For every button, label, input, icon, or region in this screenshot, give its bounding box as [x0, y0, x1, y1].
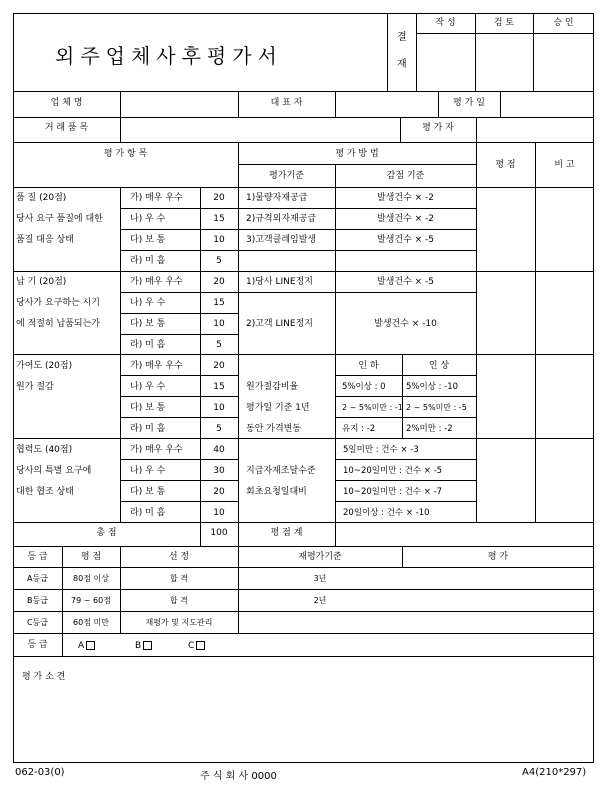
grade-b: B등급	[27, 596, 48, 605]
grade-col-eval: 평 가	[487, 552, 509, 562]
sec3-crit-1: 원가절감비율	[246, 382, 299, 392]
grade-col-selection: 선 정	[168, 552, 190, 562]
sec1-ded-1: 발생건수 × -2	[376, 193, 434, 203]
grade-a-score: 80점 이상	[73, 574, 109, 583]
paper-size: A4(210*297)	[522, 767, 587, 778]
sec2-pt-c: 10	[213, 319, 225, 329]
sec3-grade-c: 다) 보 통	[130, 403, 166, 413]
sec3-pt-d: 5	[216, 424, 222, 434]
sec4-pt-a: 40	[213, 445, 225, 455]
sec1-grade-c: 다) 보 통	[130, 235, 166, 245]
sec4-grade-d: 라) 미 흡	[130, 508, 166, 518]
checkbox-icon[interactable]	[143, 641, 152, 650]
grade-b-score: 79 ~ 60점	[71, 596, 111, 605]
approval-label-1: 결	[397, 32, 407, 43]
sec1-crit-3: 3)고객클레임발생	[246, 235, 317, 245]
sec2-desc-2: 당사가 요구하는 시기	[16, 298, 100, 308]
approval-col-review: 검 토	[493, 18, 515, 28]
approval-col-approve: 승 인	[553, 18, 574, 28]
approval-label-2: 재	[397, 59, 407, 70]
sec3-crit-3: 동안 가격변동	[246, 424, 302, 434]
sec2-grade-b: 나) 우 수	[130, 298, 166, 308]
sec1-grade-b: 나) 우 수	[130, 214, 166, 224]
sec4-row1: 5일미만 : 건수 × -3	[343, 445, 419, 455]
sec3-desc-1: 가여도 (20점)	[16, 361, 73, 371]
sec1-pt-c: 10	[213, 235, 225, 245]
sec1-ded-3: 발생건수 × -5	[376, 235, 434, 245]
sec1-grade-d: 라) 미 흡	[130, 256, 166, 266]
sec2-grade-c: 다) 보 통	[130, 319, 166, 329]
sec4-pt-d: 10	[213, 508, 225, 518]
grade-b-reeval: 2년	[313, 596, 327, 605]
sec2-ded-2: 발생건수 × -10	[374, 319, 437, 329]
sec4-pt-b: 30	[213, 466, 225, 476]
sec4-pt-c: 20	[213, 487, 225, 497]
sec4-desc-3: 대한 협조 상태	[16, 487, 74, 497]
score-header: 평 점	[495, 160, 516, 170]
sec1-desc-2: 당사 요구 품질에 대한	[16, 214, 103, 224]
grade-option-b[interactable]: B	[135, 641, 152, 651]
grade-c-sel: 재평가 및 지도관리	[145, 618, 213, 627]
sec3-grade-a: 가) 매우 우수	[130, 361, 183, 371]
sec3-grade-d: 라) 미 흡	[130, 424, 166, 434]
sec1-crit-2: 2)규격외자재공급	[246, 214, 317, 224]
grade-a-reeval: 3년	[313, 574, 327, 583]
total-label: 총 점	[96, 528, 117, 538]
sec2-desc-3: 에 적절히 납품되는가	[16, 319, 100, 329]
eval-method-header: 평 가 방 법	[335, 149, 379, 159]
sec3-row3-dec: 유지 : -2	[342, 424, 376, 434]
sec2-ded-1: 발생건수 × -5	[376, 277, 434, 287]
sec4-row3: 10~20일미만 : 건수 × -7	[343, 487, 443, 497]
sec4-row2: 10~20일미만 : 건수 × -5	[343, 466, 443, 476]
sec4-grade-a: 가) 매우 우수	[130, 445, 183, 455]
sec4-grade-c: 다) 보 통	[130, 487, 166, 497]
grade-select-label: 등 급	[27, 640, 48, 650]
eval-date-label: 평 가 일	[453, 98, 485, 108]
grade-col-grade: 등 급	[27, 552, 48, 562]
sec1-pt-d: 5	[216, 256, 222, 266]
sec3-pt-b: 15	[213, 382, 225, 392]
approval-border	[387, 13, 388, 91]
sec2-grade-a: 가) 매우 우수	[130, 277, 183, 287]
sec2-crit-2: 2)고객 LINE정지	[246, 319, 313, 329]
ceo-label: 대 표 자	[270, 98, 303, 108]
evaluator-label: 평 가 자	[422, 123, 454, 133]
sec1-desc-3: 품질 대응 상태	[16, 235, 74, 245]
remark-header: 비 고	[554, 160, 575, 170]
sec1-grade-a: 가) 매우 우수	[130, 193, 183, 203]
sec1-desc-1: 품 질 (20점)	[16, 193, 67, 203]
sec3-row2-dec: 2 ~ 5%미만 : -1	[342, 403, 403, 412]
sec4-row4: 20일이상 : 건수 × -10	[343, 508, 430, 518]
sec2-pt-a: 20	[213, 277, 225, 287]
approval-col-author: 작 성	[435, 18, 456, 28]
criteria-header: 평가기준	[269, 171, 304, 181]
checkbox-icon[interactable]	[86, 641, 95, 650]
checkbox-icon[interactable]	[196, 641, 205, 650]
opinion-label: 평 가 소 견	[22, 672, 66, 682]
sec4-crit-2: 회초요청일대비	[246, 487, 307, 497]
form-title: 외주업체사후평가서	[55, 44, 283, 68]
sec3-row2-inc: 2 ~ 5%미만 : -5	[406, 403, 467, 412]
sec2-pt-d: 5	[216, 340, 222, 350]
sec2-pt-b: 15	[213, 298, 225, 308]
sec3-grade-b: 나) 우 수	[130, 382, 166, 392]
sec4-desc-2: 당사의 특별 요구에	[16, 466, 92, 476]
grade-col-reeval: 재평가기준	[298, 552, 342, 562]
grade-c: C등급	[26, 618, 49, 627]
sec3-crit-2: 평가일 기준 1년	[246, 403, 310, 413]
sec3-row1-dec: 5%이상 : 0	[342, 382, 386, 392]
sec2-crit-1: 1)당사 LINE정지	[246, 277, 313, 287]
sec3-pt-c: 10	[213, 403, 225, 413]
grade-b-sel: 합 격	[170, 596, 188, 605]
doc-number: 062-03(0)	[15, 767, 65, 778]
sec1-pt-a: 20	[213, 193, 225, 203]
grade-option-a[interactable]: A	[78, 641, 95, 651]
total-value: 100	[210, 528, 228, 538]
sec3-desc-2: 원가 절감	[16, 382, 54, 392]
deduction-header: 감점 기준	[386, 171, 425, 181]
eval-items-header: 평 가 항 목	[103, 149, 148, 159]
items-label: 거 래 품 목	[44, 123, 89, 133]
company-label: 업 체 명	[50, 98, 83, 108]
sec1-pt-b: 15	[213, 214, 225, 224]
sec4-crit-1: 지급자재조달수준	[246, 466, 316, 476]
sec1-ded-2: 발생건수 × -2	[376, 214, 434, 224]
sec3-sub-increase: 인 상	[428, 361, 450, 371]
grade-a-sel: 합 격	[170, 574, 188, 583]
sec3-row1-inc: 5%이상 : -10	[406, 382, 459, 392]
sec3-row3-inc: 2%미만 : -2	[406, 424, 453, 434]
grade-col-score: 평 점	[80, 552, 102, 562]
sec4-grade-b: 나) 우 수	[130, 466, 166, 476]
sec2-grade-d: 라) 미 흡	[130, 340, 166, 350]
sec3-pt-a: 20	[213, 361, 225, 371]
sec2-desc-1: 납 기 (20점)	[16, 277, 67, 287]
company-name: 주 식 회 사 0000	[200, 771, 277, 782]
grade-option-c[interactable]: C	[188, 641, 205, 651]
sec4-desc-1: 협력도 (40점)	[16, 445, 73, 455]
sec1-crit-1: 1)물량자재공급	[246, 193, 308, 203]
grade-a: A등급	[27, 574, 48, 583]
score-sum-label: 평 점 계	[270, 528, 303, 538]
sec3-sub-decrease: 인 하	[358, 361, 379, 371]
grade-c-score: 60점 미만	[73, 618, 109, 627]
